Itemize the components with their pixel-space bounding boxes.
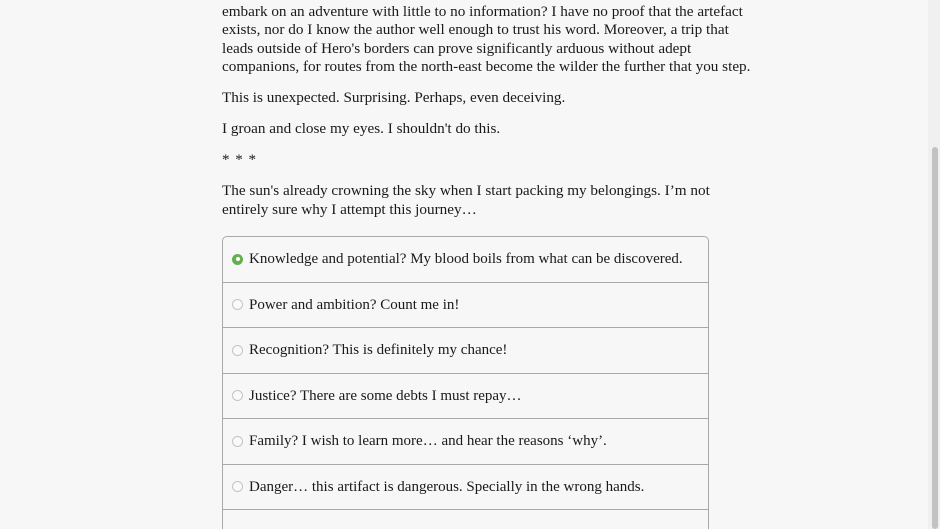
radio-icon[interactable]: [232, 299, 243, 310]
text-line: companions, for routes from the north-east become the wilder the further that you step.: [222, 58, 751, 76]
choice-option[interactable]: [223, 328, 708, 374]
radio-icon[interactable]: [232, 390, 243, 401]
radio-icon[interactable]: [232, 436, 243, 447]
text-line: embark on an adventure with little to no information? I have no proof that the artefact: [222, 2, 743, 20]
paragraph-intro: [222, 0, 751, 77]
choice-option[interactable]: [223, 374, 708, 420]
paragraph-sun: [222, 182, 709, 219]
text-line: exists, nor do I know the author well enough to trust his word. Moreover, a trip that: [222, 21, 729, 39]
text-line: The sun's already crowning the sky when I start packing my belongings. I’m not: [222, 182, 710, 200]
radio-icon[interactable]: [232, 481, 243, 492]
choice-option[interactable]: [223, 283, 708, 329]
scrollbar-thumb[interactable]: [932, 147, 938, 529]
choice-label: Knowledge and potential? My blood boils from what can be discovered.: [249, 251, 683, 268]
paragraph-unexpected: This is unexpected. Surprising. Perhaps, even deceiving.: [222, 89, 566, 107]
text-line: leads outside of Hero's borders can prove significantly arduous without adept: [222, 39, 692, 57]
text-line: entirely sure why I attempt this journey…: [222, 200, 477, 218]
choice-option[interactable]: [223, 237, 708, 283]
choice-list: [222, 236, 709, 529]
paragraph-groan: I groan and close my eyes. I shouldn't do this.: [222, 120, 501, 138]
story-text: [222, 0, 751, 220]
choice-option[interactable]: [223, 465, 708, 511]
choice-label: Recognition? This is definitely my chance!: [249, 342, 508, 359]
scene-separator: * * *: [222, 152, 257, 169]
choice-option-partial[interactable]: [223, 510, 708, 529]
choice-label: Danger… this artifact is dangerous. Specially in the wrong hands.: [249, 478, 645, 495]
choice-label: Family? I wish to learn more… and hear the reasons ‘why’.: [249, 433, 607, 450]
choice-label: Power and ambition? Count me in!: [249, 296, 460, 313]
radio-selected-icon[interactable]: [232, 254, 243, 265]
choice-option[interactable]: [223, 419, 708, 465]
radio-icon[interactable]: [232, 345, 243, 356]
choice-label: Justice? There are some debts I must repay…: [249, 387, 522, 404]
